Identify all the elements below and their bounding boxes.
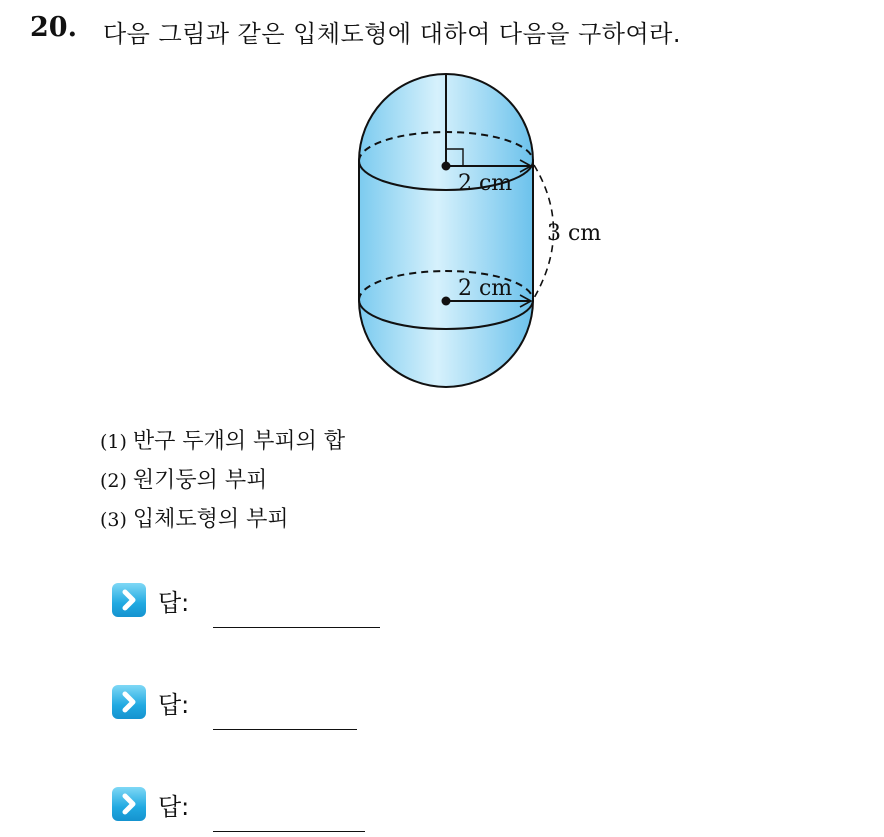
subquestion-number: (2)	[100, 470, 127, 492]
bottom-radius-label: 2 cm	[458, 276, 513, 301]
subquestion-3	[100, 500, 345, 539]
question-number: 20.	[30, 12, 77, 43]
subquestion-text: 원기둥의 부피	[132, 468, 268, 493]
height-label: 3 cm	[547, 221, 602, 246]
subquestion-text: 반구 두개의 부피의 합	[132, 429, 346, 454]
subquestion-1	[100, 422, 345, 461]
answer-label: 답:	[158, 793, 190, 821]
answer-label: 답:	[158, 589, 190, 617]
solid-figure	[330, 70, 630, 400]
subquestion-list	[100, 422, 345, 539]
subquestion-text: 입체도형의 부피	[132, 507, 289, 532]
chevron-right-icon	[112, 787, 146, 821]
subquestion-2	[100, 461, 345, 500]
subquestion-number: (3)	[100, 509, 127, 531]
answer-blank-3[interactable]	[213, 831, 365, 832]
chevron-right-icon	[112, 583, 146, 617]
answer-blank-1[interactable]	[213, 627, 380, 628]
chevron-right-icon	[112, 685, 146, 719]
answer-label: 답:	[158, 691, 190, 719]
top-radius-label: 2 cm	[458, 171, 513, 196]
question-text: 다음 그림과 같은 입체도형에 대하여 다음을 구하여라.	[103, 20, 681, 48]
capsule-diagram	[330, 70, 630, 400]
answer-blank-2[interactable]	[213, 729, 357, 730]
subquestion-number: (1)	[100, 431, 127, 453]
